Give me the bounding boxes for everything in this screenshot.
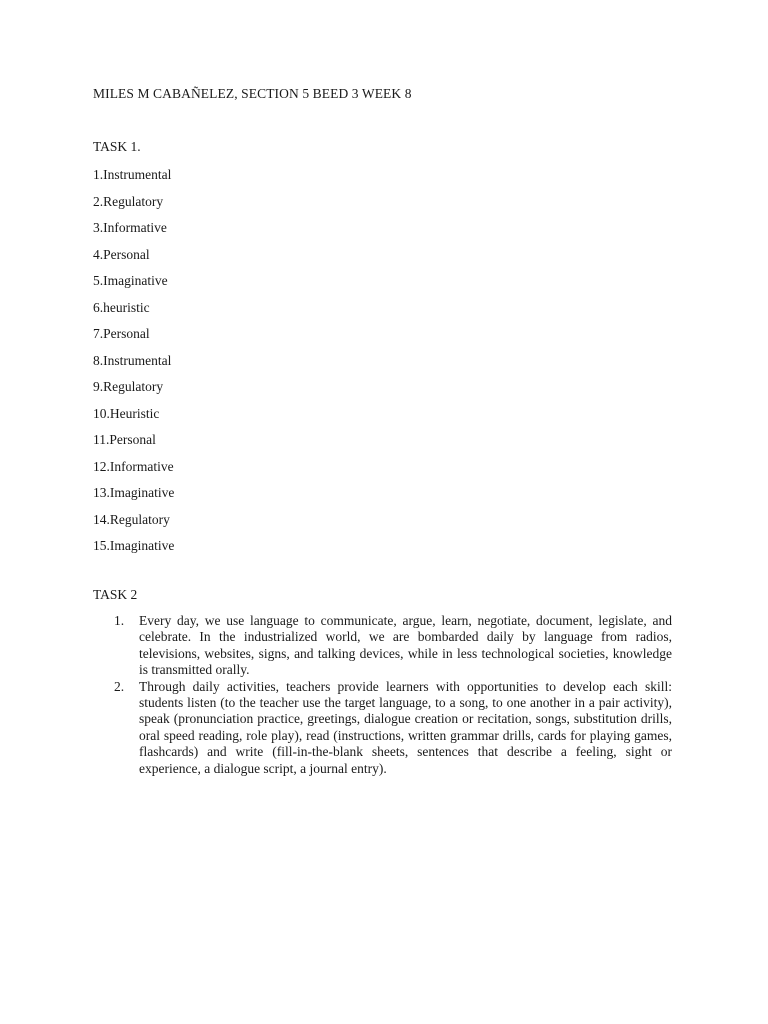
answer-item: 5.Imaginative (93, 273, 168, 288)
essay-item-text: Through daily activities, teachers provide learners with opportunities to develop each skill: students listen (to the teacher use the target language, to a song, to one another in a pair activity), speak (pronunciation practice, greetings, dialogue creation or recitation, songs, substitution drills, oral speed reading, role play), read (instructions, written grammar drills, cards for playing games, flashcards) and write (fill-in-the-blank sheets, sentences that describe a feeling, sight or experience, a dialogue script, a journal entry). (139, 678, 672, 776)
answer-item: 10.Heuristic (93, 405, 160, 421)
answer-item: 6.heuristic (93, 299, 150, 315)
answer-item: 2.Regulatory (93, 193, 164, 209)
answer-item: 4.Personal (93, 246, 150, 262)
answer-item: 15.Imaginative (93, 538, 175, 553)
answer-item: 14.Regulatory (93, 511, 170, 527)
answer-item: 13.Imaginative (93, 485, 175, 500)
essay-item-number: 1. (114, 613, 125, 628)
essay-item-number: 2. (114, 678, 125, 694)
answer-item: 3.Informative (93, 220, 167, 235)
essay-item (0, 613, 768, 679)
task2-heading: TASK 2 (93, 587, 138, 602)
document-header: MILES M CABAÑELEZ, SECTION 5 BEED 3 WEEK 8 (93, 86, 412, 101)
essay-item-text: Every day, we use language to communicate, argue, learn, negotiate, document, legislate, and celebrate. In the industrialized world, we are bombarded daily by language from radios, televisions, websites, signs, and talking devices, while in less technological societies, knowledge is transmitted orally. (139, 613, 672, 678)
task1-answer-list (93, 166, 174, 564)
essay-item (0, 679, 768, 777)
task1-heading: TASK 1. (93, 139, 141, 154)
task2-answer-list (0, 613, 768, 777)
answer-item: 11.Personal (93, 432, 156, 447)
answer-item: 8.Instrumental (93, 352, 172, 368)
answer-item: 7.Personal (93, 326, 150, 341)
answer-item: 9.Regulatory (93, 379, 164, 394)
answer-item: 1.Instrumental (93, 167, 172, 182)
answer-item: 12.Informative (93, 458, 174, 474)
